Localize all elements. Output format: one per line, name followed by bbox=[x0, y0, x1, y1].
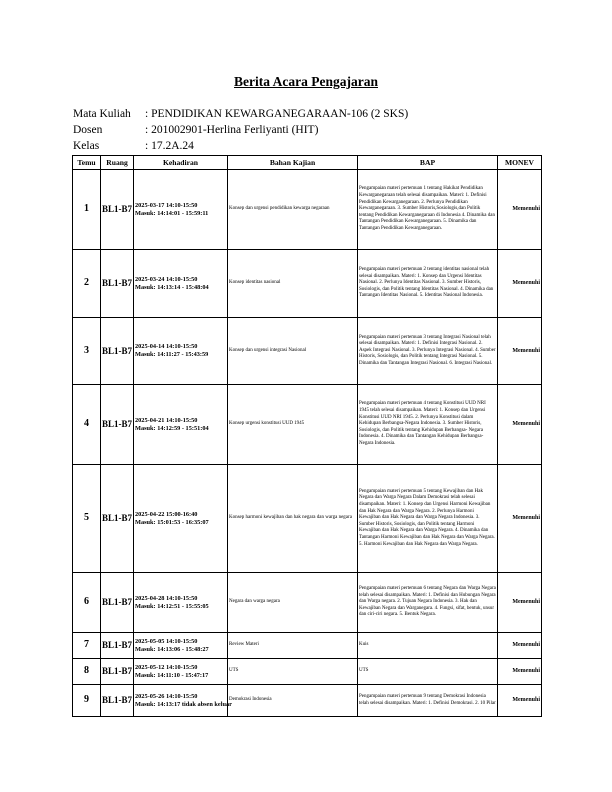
bahan-cell: UTS bbox=[228, 659, 358, 685]
check-in-time: Masuk: 14:13:06 - 15:48:27 bbox=[135, 645, 209, 653]
schedule-time: 2025-03-24 14:10-15:50 bbox=[135, 275, 198, 283]
check-in-time: Masuk: 14:11:10 - 15:47:17 bbox=[135, 671, 209, 679]
monev-cell: Memenuhi bbox=[498, 685, 542, 717]
monev-cell: Memenuhi bbox=[498, 659, 542, 685]
kehadiran-cell bbox=[134, 318, 228, 385]
bahan-cell: Konsep harmoni kewajiban dan hak negara dan warga negara bbox=[228, 465, 358, 573]
schedule-time: 2025-04-22 15:00-16:40 bbox=[135, 510, 198, 518]
check-in-time: Masuk: 14:14:01 - 15:59:11 bbox=[135, 209, 209, 217]
check-in-time: Masuk: 14:13:17 tidak absen keluar bbox=[135, 700, 232, 708]
monev-cell: Memenuhi bbox=[498, 573, 542, 633]
lecturer-label: Dosen bbox=[73, 124, 103, 136]
temu-cell: 5 bbox=[73, 465, 101, 573]
temu-cell: 3 bbox=[73, 318, 101, 385]
schedule-time: 2025-04-14 14:10-15:50 bbox=[135, 343, 198, 350]
header-bap: BAP bbox=[358, 156, 498, 170]
table-row bbox=[73, 318, 542, 385]
bap-cell: Pengampaian materi pertemuan 6 tentang Negara dan Warga Negara telah selesai disampaikan. Materi: 1. Definisi dan Hubungan Negara dan Warga negara. 2. Tujuan Negara Indonesia. 3. Hak dan Kewajiban Negara dan Warganegara. 4. Fungsi, sifat, bentuk, unsur dan ciri-ciri negara. 5. Bentuk Negara. bbox=[358, 573, 498, 633]
bap-table bbox=[72, 155, 542, 717]
ruang-cell: BL1-B7 bbox=[101, 385, 134, 465]
lecturer-row bbox=[73, 122, 408, 138]
table-row bbox=[73, 659, 542, 685]
kehadiran-cell bbox=[134, 465, 228, 573]
schedule-time: 2025-04-21 14:10-15:50 bbox=[135, 416, 198, 424]
temu-cell: 6 bbox=[73, 573, 101, 633]
bap-cell: Pengampaian materi pertemuan 3 tentang Integrasi Nasional telah selesai disampaikan. Materi: 1. Definisi Integrasi Nasional. 2. Aspek Integrasi Nasional. 3. Perlunya Integrasi Nasional. 4. Sumber Historis, Sosiologis, dan Politik tentang Integrasi Nasional. 5. Dinamika dan Tantangan Integrasi Nasional. 6. Integrasi Nasional. bbox=[358, 318, 498, 385]
temu-cell: 7 bbox=[73, 633, 101, 659]
bahan-cell: Demokrasi Indonesia bbox=[228, 685, 358, 717]
schedule-time: 2025-05-05 14:10-15:50 bbox=[135, 637, 198, 645]
kehadiran-cell bbox=[134, 573, 228, 633]
ruang-cell: BL1-B7 bbox=[101, 685, 134, 717]
bap-cell: Pengampaian materi pertemuan 4 tentang Konstitusi UUD NRI 1945 telah selesai disampaikan. Materi: 1. Konsep dan Urgensi Konstitusi UUD NRI 1945. 2. Perlunya Konstitusi dalam Kehidupan Berbangsa-Negara Indonesia. 3. Sumber Historis, Sosiologis, dan Politik tentang Kehidupan Berbangsa- Negara Indonesia. 4. Dinamika dan Tantangan Kehidupan Berbangsa-Negara Indonesia. bbox=[358, 385, 498, 465]
ruang-cell: BL1-B7 bbox=[101, 250, 134, 318]
temu-cell: 4 bbox=[73, 385, 101, 465]
table-row bbox=[73, 685, 542, 717]
lecturer-value: : 201002901-Herlina Ferliyanti (HIT) bbox=[145, 124, 319, 136]
monev-cell: Memenuhi bbox=[498, 385, 542, 465]
header-kehadiran: Kehadiran bbox=[134, 156, 228, 170]
ruang-cell: BL1-B7 bbox=[101, 318, 134, 385]
check-in-time: Masuk: 14:13:14 - 15:48:04 bbox=[135, 283, 209, 291]
class-value: : 17.2A.24 bbox=[145, 140, 194, 152]
monev-cell: Memenuhi bbox=[498, 318, 542, 385]
course-value: : PENDIDIKAN KEWARGANEGARAAN-106 (2 SKS) bbox=[145, 108, 409, 120]
bahan-cell: Review Materi bbox=[228, 633, 358, 659]
bap-cell: UTS bbox=[358, 659, 498, 685]
header-temu: Temu bbox=[73, 156, 101, 170]
bahan-cell: Konsep dan urgensi integrasi Nasional bbox=[228, 318, 358, 385]
monev-cell: Memenuhi bbox=[498, 170, 542, 250]
bap-cell: Pengampaian materi pertemuan 2 tentang identitas nasional telah selesai disampaikan. Materi: 1. Konsep dan Urgensi Identitas Nasional. 2. Perlunya Identitas Nasional. 3. Sumber Historis, Sosiologis, dan Politik tentang Identitas Nasional. 4. Dinamika dan Tantangan Identitas Nasional. 5. Identitas Nasional Indonesia. bbox=[358, 250, 498, 318]
check-in-time: Masuk: 14:11:27 - 15:43:59 bbox=[135, 351, 209, 358]
bap-cell: Kuis bbox=[358, 633, 498, 659]
monev-cell: Memenuhi bbox=[498, 465, 542, 573]
document-title: Berita Acara Pengajaran bbox=[234, 74, 378, 89]
bap-cell: Pengampaian materi pertemuan 5 tentang Kewajiban dan Hak Negara dan Warga Negara Dalam Demokrasi telah selesai disampaikan. Materi: 1. Konsep dan Urgensi Harmoni Kewajiban dan Hak Negara dan Warga Negara. 2. Perlunya Harmoni Kewajiban dan Hak Negara dan Warga Negara Indonesia. 3. Sumber Historis, Sosiologis, dan Politik tentang Harmoni Kewajiban dan Hak Negara dan Warga Negara. 4. Dinamika dan Tantangan Harmoni Kewajiban dan Hak Negara dan Warga Negara. 5. Harmoni Kewajiban dan Hak Negara dan Warga Negara. bbox=[358, 465, 498, 573]
kehadiran-cell bbox=[134, 170, 228, 250]
table-row bbox=[73, 385, 542, 465]
bahan-cell: Konsep urgensi konstitusi UUD 1945 bbox=[228, 385, 358, 465]
kehadiran-cell bbox=[134, 685, 232, 717]
schedule-time: 2025-03-17 14:10-15:50 bbox=[135, 201, 198, 209]
table-row bbox=[73, 170, 542, 250]
kehadiran-cell bbox=[134, 385, 228, 465]
ruang-cell: BL1-B7 bbox=[101, 633, 134, 659]
temu-cell: 9 bbox=[73, 685, 101, 717]
table-header-row bbox=[73, 156, 542, 170]
table-row bbox=[73, 465, 542, 573]
header-ruang: Ruang bbox=[101, 156, 134, 170]
schedule-time: 2025-04-28 14:10-15:50 bbox=[135, 594, 198, 602]
table-row bbox=[73, 573, 542, 633]
bap-cell: Pengampaian materi pertemuan 1 tentang Hakikat Pendidikan Kewarganegaraan telah selesai disampaikan. Materi: 1. Definisi Pendidikan Kewarganegaraan. 2. Perlunya Pendidikan Kewarganegaraan. 3. Sumber Historis,Sosiologis,dan Politik tentang Pendidikan Kewarganegaraan di Indonesia 4. Dinamika dan Tantangan Pendidikan Kewarganegaraan. 5. Dinamika dan Tantangan Pendidikan Kewarganegaraan. bbox=[358, 170, 498, 250]
table-row bbox=[73, 250, 542, 318]
check-in-time: Masuk: 14:12:51 - 15:55:05 bbox=[135, 602, 209, 610]
course-info bbox=[73, 106, 408, 154]
bahan-cell: Konsep dan urgensi pendidikan kewarga negaraan bbox=[228, 170, 358, 250]
header-bahan-kajian: Bahan Kajian bbox=[228, 156, 358, 170]
schedule-time: 2025-05-12 14:10-15:50 bbox=[135, 663, 198, 671]
temu-cell: 8 bbox=[73, 659, 101, 685]
class-label: Kelas bbox=[73, 140, 100, 152]
kehadiran-cell bbox=[134, 659, 228, 685]
schedule-time: 2025-05-26 14:10-15:50 bbox=[135, 692, 198, 700]
ruang-cell: BL1-B7 bbox=[101, 465, 134, 573]
ruang-cell: BL1-B7 bbox=[101, 170, 134, 250]
course-row bbox=[73, 106, 408, 122]
kehadiran-cell bbox=[134, 633, 228, 659]
check-in-time: Masuk: 15:01:53 - 16:35:07 bbox=[135, 518, 209, 526]
ruang-cell: BL1-B7 bbox=[101, 573, 134, 633]
check-in-time: Masuk: 14:12:59 - 15:51:04 bbox=[135, 424, 209, 432]
bahan-cell: Konsep identitas nasional bbox=[228, 250, 358, 318]
header-monev: MONEV bbox=[498, 156, 542, 170]
ruang-cell: BL1-B7 bbox=[101, 659, 134, 685]
monev-cell: Memenuhi bbox=[498, 633, 542, 659]
kehadiran-cell bbox=[134, 250, 228, 318]
temu-cell: 1 bbox=[73, 170, 101, 250]
course-label: Mata Kuliah bbox=[73, 108, 131, 120]
bap-cell: Pengampaian materi pertemuan 9 tentang Demokrasi Indonesia telah selesai disampaikan. Materi: 1. Definisi Demokrasi. 2. 10 Pilar bbox=[358, 685, 498, 717]
monev-cell: Memenuhi bbox=[498, 250, 542, 318]
class-row bbox=[73, 138, 408, 154]
bahan-cell: Negara dan warga negara bbox=[228, 573, 358, 633]
table-row bbox=[73, 633, 542, 659]
temu-cell: 2 bbox=[73, 250, 101, 318]
